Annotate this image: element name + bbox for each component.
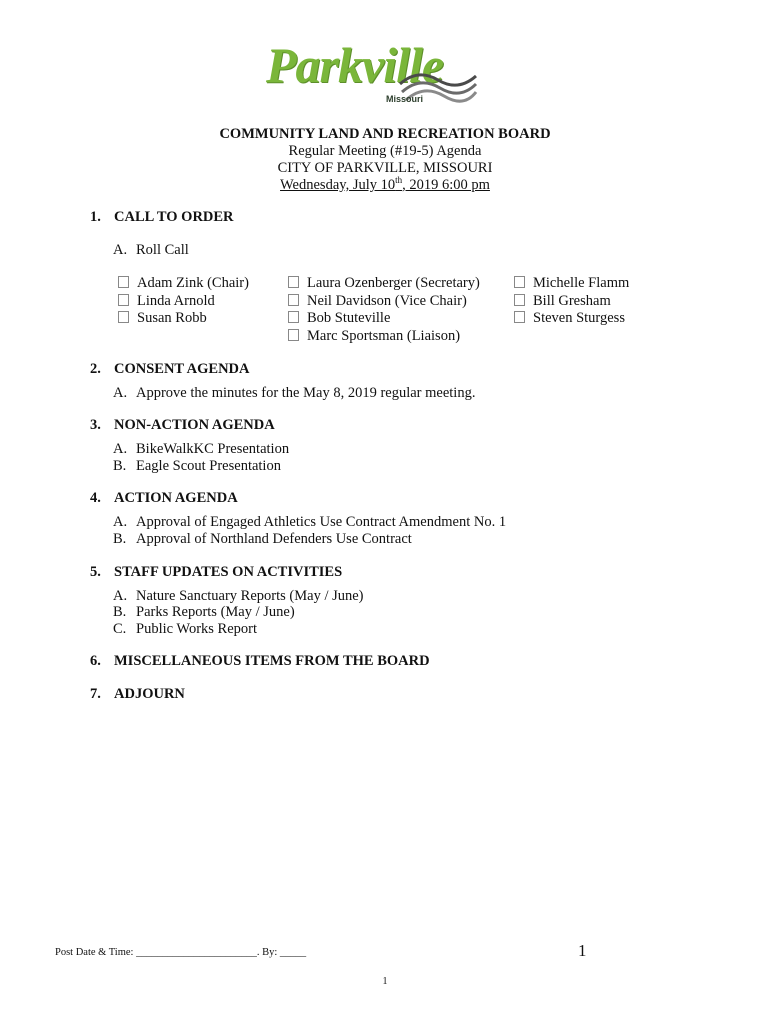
date-time: , 2019 6:00 pm bbox=[402, 177, 490, 193]
item-letter: C. bbox=[113, 621, 127, 637]
agenda-item bbox=[113, 604, 295, 621]
roll-call-member bbox=[288, 275, 480, 293]
member-name: Linda Arnold bbox=[137, 292, 215, 309]
checkbox-icon[interactable] bbox=[118, 294, 129, 306]
item-text: Parks Reports (May / June) bbox=[136, 604, 295, 620]
roll-call-column-1 bbox=[118, 275, 249, 328]
agenda-item bbox=[113, 514, 506, 531]
section-title: STAFF UPDATES ON ACTIVITIES bbox=[114, 564, 343, 580]
member-name: Laura Ozenberger (Secretary) bbox=[307, 275, 480, 291]
member-name: Steven Sturgess bbox=[533, 310, 625, 326]
roll-call-member bbox=[118, 275, 249, 293]
checkbox-icon[interactable] bbox=[288, 276, 299, 288]
checkbox-icon[interactable] bbox=[514, 294, 525, 306]
logo-wordmark: Parkville bbox=[266, 37, 444, 93]
member-name: Michelle Flamm bbox=[533, 275, 630, 291]
member-name: Bill Gresham bbox=[533, 292, 611, 309]
checkbox-icon[interactable] bbox=[118, 276, 129, 288]
section-number: 2. bbox=[90, 361, 101, 377]
checkbox-icon[interactable] bbox=[514, 276, 525, 288]
meeting-date bbox=[0, 177, 770, 194]
section-title: MISCELLANEOUS ITEMS FROM THE BOARD bbox=[114, 653, 430, 669]
member-name: Susan Robb bbox=[137, 310, 207, 326]
city-title: CITY OF PARKVILLE, MISSOURI bbox=[277, 160, 493, 176]
member-name: Bob Stuteville bbox=[307, 310, 391, 326]
section-staff-updates bbox=[90, 564, 342, 581]
section-non-action-agenda bbox=[90, 417, 275, 434]
agenda-item bbox=[113, 588, 364, 605]
item-letter: B. bbox=[113, 531, 127, 547]
item-text: Approval of Northland Defenders Use Contract bbox=[136, 531, 412, 547]
item-text: Approve the minutes for the May 8, 2019 regular meeting. bbox=[136, 385, 476, 401]
section-title: CONSENT AGENDA bbox=[114, 361, 250, 377]
section-number: 3. bbox=[90, 417, 101, 433]
item-text: Roll Call bbox=[136, 242, 189, 258]
roll-call-member bbox=[118, 310, 249, 328]
member-name: Neil Davidson (Vice Chair) bbox=[307, 292, 467, 309]
item-text: Eagle Scout Presentation bbox=[136, 458, 281, 474]
checkbox-icon[interactable] bbox=[288, 329, 299, 341]
roll-call-column-3 bbox=[514, 275, 629, 328]
date-main: Wednesday, July 10 bbox=[280, 177, 396, 193]
roll-call-member bbox=[288, 328, 480, 346]
item-letter: A. bbox=[113, 385, 128, 401]
page-number-large: 1 bbox=[578, 941, 587, 960]
section-title: ACTION AGENDA bbox=[114, 490, 238, 506]
section-action-agenda bbox=[90, 490, 238, 507]
logo-subtitle: Missouri bbox=[386, 94, 424, 104]
section-number: 7. bbox=[90, 686, 101, 702]
item-letter: A. bbox=[113, 588, 128, 604]
item-letter: A. bbox=[113, 441, 128, 457]
roll-call-member bbox=[514, 275, 629, 293]
section-title: NON-ACTION AGENDA bbox=[114, 417, 275, 433]
page-number-small: 1 bbox=[382, 976, 388, 987]
checkbox-icon[interactable] bbox=[118, 311, 129, 323]
checkbox-icon[interactable] bbox=[288, 294, 299, 306]
roll-call-member bbox=[118, 293, 249, 311]
roll-call-member bbox=[288, 293, 480, 311]
section-number: 6. bbox=[90, 653, 101, 669]
agenda-item bbox=[113, 621, 257, 638]
member-name: Marc Sportsman (Liaison) bbox=[307, 327, 461, 344]
section-title: CALL TO ORDER bbox=[114, 209, 234, 225]
section-number: 1. bbox=[90, 209, 101, 225]
agenda-item bbox=[113, 458, 281, 475]
item-text: Nature Sanctuary Reports (May / June) bbox=[136, 588, 364, 604]
checkbox-icon[interactable] bbox=[514, 311, 525, 323]
roll-call-column-2 bbox=[288, 275, 480, 345]
meeting-title: Regular Meeting (#19-5) Agenda bbox=[288, 143, 482, 159]
section-title: ADJOURN bbox=[114, 686, 185, 702]
roll-call-member bbox=[514, 293, 629, 311]
section-number: 5. bbox=[90, 564, 101, 580]
parkville-logo bbox=[258, 36, 476, 106]
section-miscellaneous bbox=[90, 653, 430, 670]
board-title: COMMUNITY LAND AND RECREATION BOARD bbox=[219, 126, 551, 142]
section-adjourn bbox=[90, 686, 185, 703]
checkbox-icon[interactable] bbox=[288, 311, 299, 323]
member-name: Adam Zink (Chair) bbox=[137, 275, 249, 291]
section-number: 4. bbox=[90, 490, 101, 506]
date-ordinal: th bbox=[395, 175, 403, 186]
section-consent-agenda bbox=[90, 361, 250, 378]
item-letter: A. bbox=[113, 242, 128, 258]
item-text: BikeWalkKC Presentation bbox=[136, 441, 290, 457]
agenda-item bbox=[113, 441, 289, 458]
item-letter: A. bbox=[113, 514, 128, 530]
roll-call-member bbox=[288, 310, 480, 328]
post-date-line: Post Date & Time: _______________________. By: _____ bbox=[55, 947, 307, 958]
agenda-item bbox=[113, 385, 475, 402]
agenda-header bbox=[0, 126, 770, 194]
section-call-to-order bbox=[90, 209, 234, 226]
item-letter: B. bbox=[113, 458, 127, 474]
item-text: Approval of Engaged Athletics Use Contract Amendment No. 1 bbox=[136, 514, 507, 530]
item-text: Public Works Report bbox=[136, 621, 258, 637]
item-letter: B. bbox=[113, 604, 127, 620]
agenda-item bbox=[113, 531, 412, 548]
roll-call-member bbox=[514, 310, 629, 328]
agenda-item bbox=[113, 242, 189, 259]
